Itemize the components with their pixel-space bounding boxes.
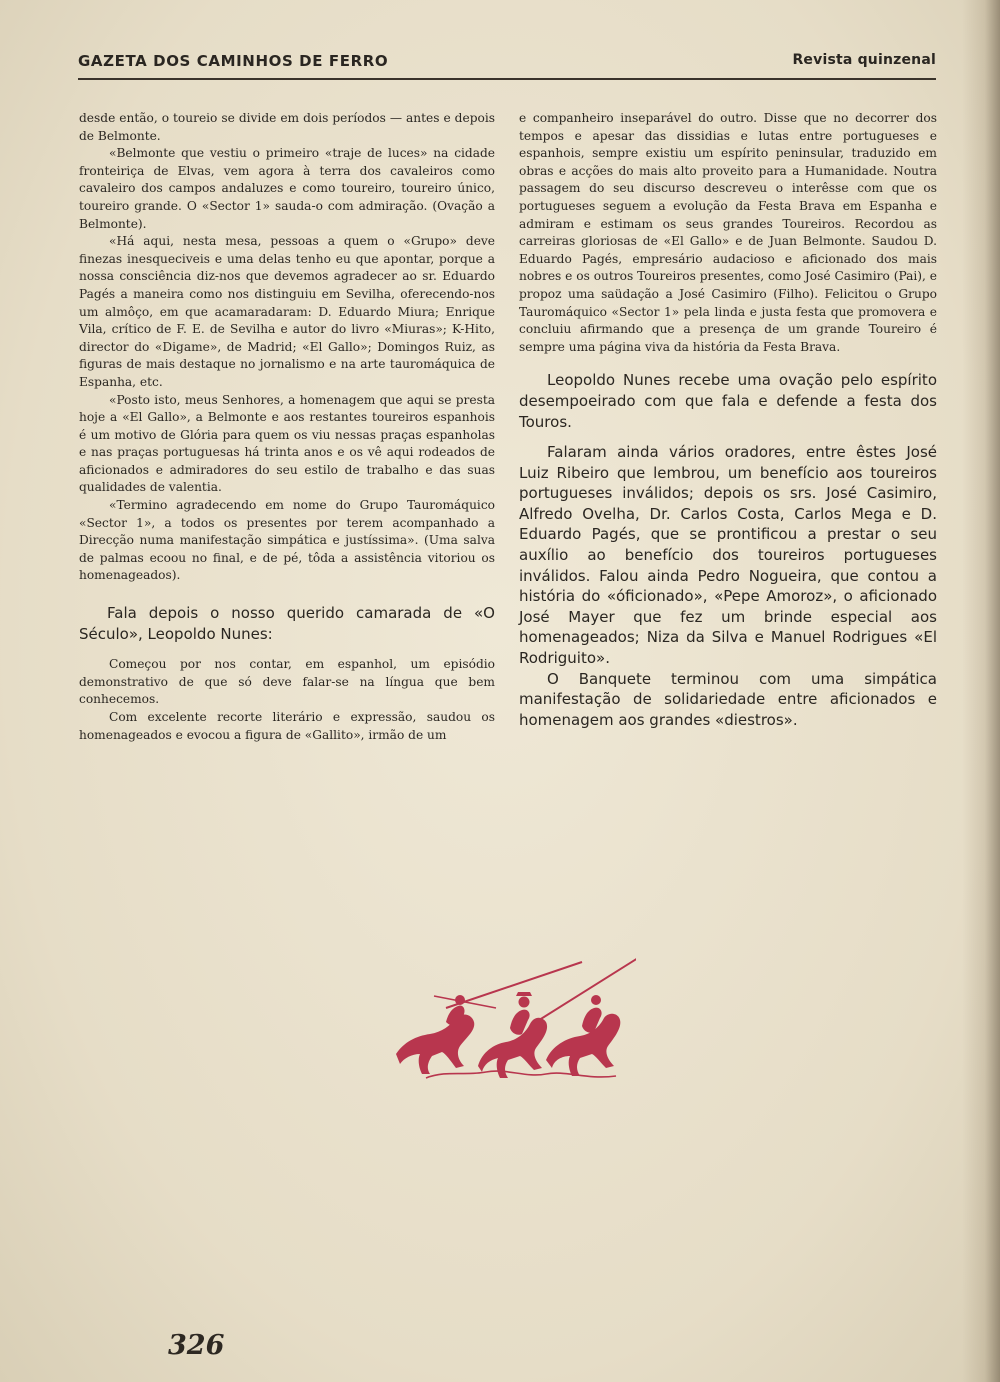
show-through-texture (520, 1120, 940, 1264)
left-paragraph-3: «Há aqui, nesta mesa, pessoas a quem o «Grupo» deve finezas inesqueciveis e uma delas tenho eu que apontar, porque a nossa consciência diz-nos que devemos agradecer ao sr. Eduardo Pagés a maneira como nos distinguiu em Sevilha, oferecendo-nos um almôço, em que acamaradaram: D. Eduardo Miura; Enrique Vila, crítico de F. E. de Sevilha e autor do livro «Miuras»; K-Hito, director do «Digame», de Madrid; «El Gallo»; Domingos Ruiz, as figuras de mais destaque no jornalismo e na arte tauromáquica de Espanha, etc. (79, 234, 495, 389)
left-paragraph-7: Começou por nos contar, em espanhol, um episódio demonstrativo de que só deve falar-se na língua que bem conhecemos. (79, 657, 495, 707)
left-paragraph-8: Com excelente recorte literário e expressão, saudou os homenageados e evocou a figura de «Gallito», irmão de um (79, 710, 495, 742)
publication-subtitle: Revista quinzenal (792, 52, 936, 68)
right-paragraph-3: Falaram ainda vários oradores, entre êstes José Luiz Ribeiro que lembrou, um benefício aos toureiros portugueses inválidos; depois os srs. José Casimiro, Alfredo Ovelha, Dr. Carlos Costa, Carlos Mega e D. Eduardo Pagés, que se prontificou a prestar o seu auxílio ao benefício dos toureiros portugueses inválidos. Falou ainda Pedro Nogueira, que contou a história do «óficionado», «Pepe Amoroz», o aficionado José Mayer que fez um brinde especial aos homenageados; Niza da Silva e Manuel Rodrigues «El Rodriguito». (519, 443, 937, 668)
horsemen-with-lances-illustration (386, 956, 636, 1086)
left-paragraph-4: «Posto isto, meus Senhores, a homenagem que aqui se presta hoje a «El Gallo», a Belmonte e aos restantes toureiros espanhois é um motivo de Glória para quem os viu nessas praças espanholas e nas praças portuguesas há trinta anos e os vê aqui rodeados de aficionados e admiradores do seu estilo de trabalho e das suas qualidades de valentia. (79, 392, 495, 495)
left-column (79, 110, 495, 744)
left-paragraph-6: Fala depois o nosso querido camarada de «O Século», Leopoldo Nunes: (79, 604, 495, 643)
page-edge-shadow (962, 0, 1000, 1382)
right-paragraph-1: e companheiro inseparável do outro. Disse que no decorrer dos tempos e apesar das dissidias e lutas entre portugueses e espanhois, sempre existiu um espírito peninsular, traduzido em obras e acções do mais alto proveito para a Humanidade. Noutra passagem do seu discurso descreveu o interêsse com que os portugueses seguem a evolução da Festa Brava em Espanha e admiram e estimam os seus grandes Toureiros. Recordou as carreiras gloriosas de «El Gallo» e de Juan Belmonte. Saudou D. Eduardo Pagés, empresário audacioso e aficionado dos mais nobres e os outros Toureiros presentes, como José Casimiro (Pai), e propoz uma saüdação a José Casimiro (Filho). Felicitou o Grupo Tauromáquico «Sector 1» pela linda e justa festa que promovera e concluiu afirmando que a presença de um grande Toureiro é sempre uma página viva da história da Festa Brava. (519, 111, 937, 354)
publication-title: GAZETA DOS CAMINHOS DE FERRO (78, 52, 389, 70)
right-column (519, 110, 937, 730)
running-header (78, 52, 936, 74)
page-number: 326 (168, 1330, 225, 1361)
left-paragraph-2: «Belmonte que vestiu o primeiro «traje de luces» na cidade fronteiriça de Elvas, vem agora à terra dos cavaleiros como cavaleiro dos campos andaluzes e como toureiro, toureiro único, toureiro grande. O «Sector 1» sauda-o com admiração. (Ovação a Belmonte). (79, 146, 495, 231)
header-rule (78, 78, 936, 80)
left-paragraph-5: «Termino agradecendo em nome do Grupo Tauromáquico «Sector 1», a todos os presentes por terem acompanhado a Direcção numa manifestação simpática e justíssima». (Uma salva de palmas ecoou no final, e de pé, tôda a assistência vitoriou os homenageados). (79, 498, 495, 583)
left-paragraph-1: desde então, o toureio se divide em dois períodos — antes e depois de Belmonte. (79, 111, 495, 143)
right-paragraph-4: O Banquete terminou com uma simpática manifestação de solidariedade entre aficionados e homenagem aos grandes «diestros». (519, 669, 937, 729)
right-paragraph-2: Leopoldo Nunes recebe uma ovação pelo espírito desempoeirado com que fala e defende a festa dos Touros. (519, 371, 937, 431)
